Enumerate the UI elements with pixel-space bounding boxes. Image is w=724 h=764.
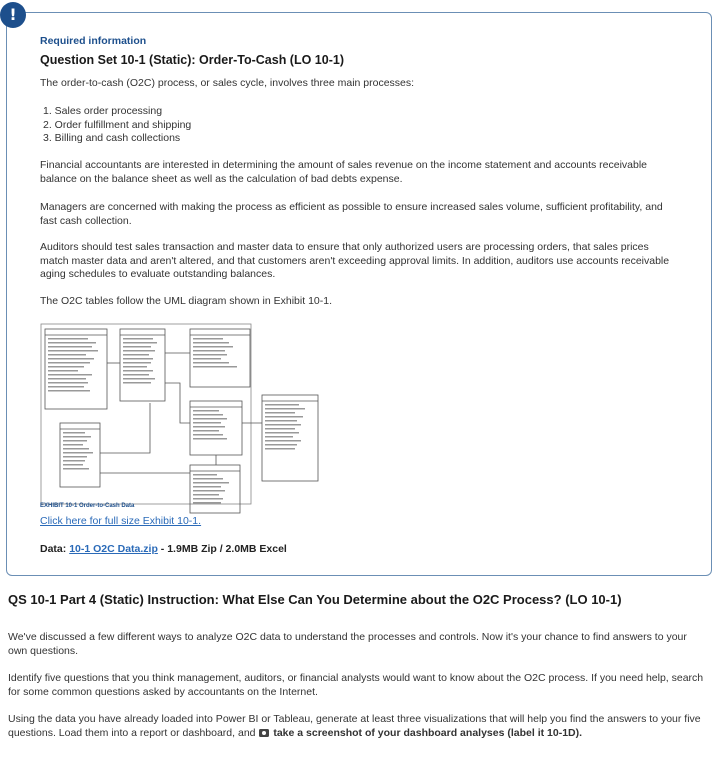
list-item: 1. Sales order processing <box>43 105 163 117</box>
part4-paragraph-1: We've discussed a few different ways to analyze O2C data to understand the processes and controls. Now it's your chance to find answers to your own questions. <box>8 631 687 657</box>
process-list <box>43 105 191 146</box>
managers-paragraph: Managers are concerned with making the process as efficient as possible to ensure increased sales volume, sufficient profitability, and fast cash collection. <box>40 201 663 227</box>
question-set-title: Question Set 10-1 (Static): Order-To-Cash (LO 10-1) <box>40 53 344 67</box>
part4-paragraph-3 <box>8 713 708 740</box>
data-download-line <box>40 543 287 555</box>
data-zip-link[interactable]: 10-1 O2C Data.zip <box>69 543 158 555</box>
tables-paragraph: The O2C tables follow the UML diagram shown in Exhibit 10-1. <box>40 295 333 307</box>
list-item: 3. Billing and cash collections <box>43 132 181 144</box>
full-size-exhibit-link[interactable]: Click here for full size Exhibit 10-1. <box>40 515 202 527</box>
part4-paragraph-3-text: Using the data you have already loaded into Power BI or Tableau, generate at least three visualizations that will help you find the answers to your five questions. Load them into a report or dashboard, and <box>8 713 701 739</box>
part4-title: QS 10-1 Part 4 (Static) Instruction: What Else Can You Determine about the O2C Process? (LO 10-1) <box>8 592 622 607</box>
uml-diagram-image[interactable] <box>40 323 362 517</box>
part4-paragraph-2: Identify five questions that you think management, auditors, or financial analysts would want to know about the O2C process. If you need help, search for some common questions asked by accountants on the Internet. <box>8 672 704 698</box>
required-label: Required information <box>40 35 147 47</box>
intro-text: The order-to-cash (O2C) process, or sales cycle, involves three main processes: <box>40 77 415 89</box>
alert-icon: ! <box>0 2 26 28</box>
required-info-panel <box>6 12 712 576</box>
data-size-text: - 1.9MB Zip / 2.0MB Excel <box>157 543 287 555</box>
exhibit-caption: EXHIBIT 10-1 Order-to-Cash Data <box>40 503 135 509</box>
data-label: Data: <box>40 543 67 555</box>
camera-icon <box>259 729 269 737</box>
auditors-paragraph: Auditors should test sales transaction and master data to ensure that only authorized users are processing orders, that sales prices match master data and aren't altered, and that customers aren't exceeding approval limits. In addition, auditors use accounts receivable aging schedules to evaluate outstanding balances. <box>40 241 670 280</box>
list-item: 2. Order fulfillment and shipping <box>43 118 192 131</box>
financial-paragraph: Financial accountants are interested in determining the amount of sales revenue on the income statement and accounts receivable balance on the balance sheet as well as the calculation of bad debts expense. <box>40 159 648 185</box>
screenshot-instruction: take a screenshot of your dashboard analyses (label it 10-1D). <box>273 726 583 739</box>
